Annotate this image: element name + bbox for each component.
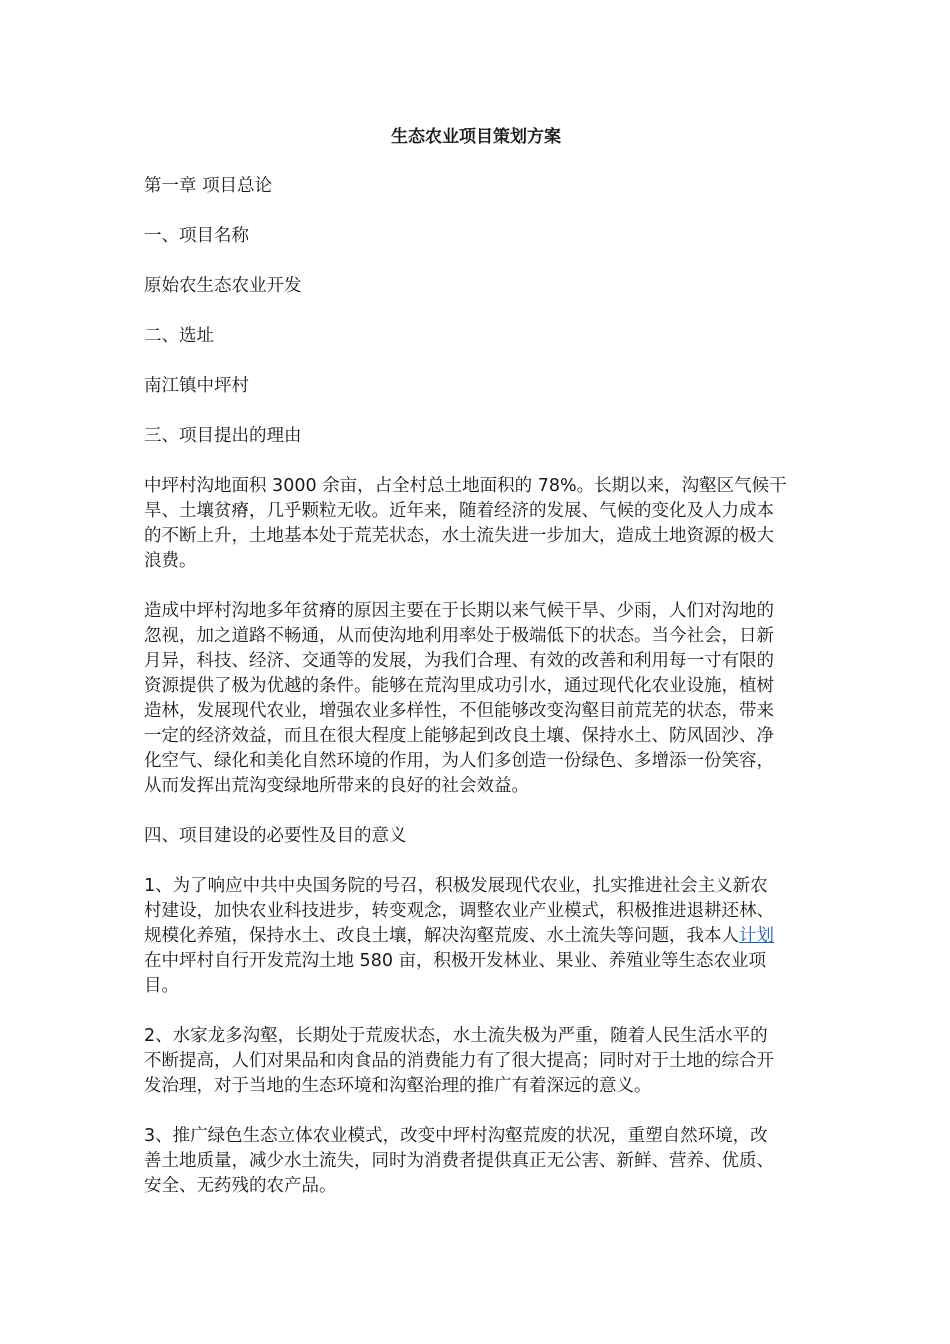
paragraph-line: 安全、无药残的农产品。	[144, 1176, 337, 1196]
section-4-paragraph-1	[144, 874, 808, 999]
section-4-paragraph-3	[144, 1124, 808, 1199]
section-1-body: 原始农生态农业开发	[144, 276, 302, 296]
paragraph-line: 中坪村沟地面积 3000 余亩，占全村总土地面积的 78%。长期以来，沟壑区气候干	[144, 476, 787, 496]
section-3-paragraph-1	[144, 474, 808, 574]
section-1-heading: 一、项目名称	[144, 226, 249, 246]
paragraph-line: 目。	[144, 976, 179, 996]
chapter-heading: 第一章 项目总论	[144, 176, 273, 196]
paragraph-line: 2、水家龙多沟壑，长期处于荒废状态，水土流失极为严重，随着人民生活水平的	[144, 1026, 768, 1046]
paragraph-line: 旱、土壤贫瘠，几乎颗粒无收。近年来，随着经济的发展、气候的变化及人力成本	[144, 501, 774, 521]
section-2-body: 南江镇中坪村	[144, 376, 249, 396]
paragraph-line: 发治理，对于当地的生态环境和沟壑治理的推广有着深远的意义。	[144, 1076, 652, 1096]
paragraph-text: 规模化养殖，保持水土、改良土壤，解决沟壑荒废、水土流失等问题，我本人	[144, 926, 739, 946]
paragraph-line: 资源提供了极为优越的条件。能够在荒沟里成功引水，通过现代化农业设施，植树	[144, 676, 774, 696]
paragraph-line: 造成中坪村沟地多年贫瘠的原因主要在于长期以来气候干旱、少雨，人们对沟地的	[144, 601, 774, 621]
section-4-heading: 四、项目建设的必要性及目的意义	[144, 826, 407, 846]
section-4-paragraph-2	[144, 1024, 808, 1099]
document-page	[144, 124, 808, 1224]
paragraph-line: 的不断上升，土地基本处于荒芜状态，水土流失进一步加大，造成土地资源的极大	[144, 526, 774, 546]
document-title: 生态农业项目策划方案	[391, 127, 561, 147]
paragraph-line: 浪费。	[144, 551, 197, 571]
paragraph-line: 村建设，加快农业科技进步，转变观念，调整农业产业模式，积极推进退耕还林、	[144, 901, 774, 921]
paragraph-line: 3、推广绿色生态立体农业模式，改变中坪村沟壑荒废的状况，重塑自然环境，改	[144, 1126, 768, 1146]
paragraph-line: 1、为了响应中共中央国务院的号召，积极发展现代农业，扎实推进社会主义新农	[144, 876, 768, 896]
paragraph-line: 忽视，加之道路不畅通，从而使沟地利用率处于极端低下的状态。当今社会，日新	[144, 626, 774, 646]
paragraph-line: 从而发挥出荒沟变绿地所带来的良好的社会效益。	[144, 776, 529, 796]
section-3-heading: 三、项目提出的理由	[144, 426, 302, 446]
paragraph-line: 善土地质量，减少水土流失，同时为消费者提供真正无公害、新鲜、营养、优质、	[144, 1151, 774, 1171]
paragraph-line-with-link	[144, 924, 808, 949]
plan-link[interactable]: 计划	[739, 926, 774, 946]
paragraph-line: 月异，科技、经济、交通等的发展，为我们合理、有效的改善和利用每一寸有限的	[144, 651, 774, 671]
paragraph-line: 化空气、绿化和美化自然环境的作用，为人们多创造一份绿色、多增添一份笑容，	[144, 751, 774, 771]
paragraph-line: 一定的经济效益，而且在很大程度上能够起到改良土壤、保持水土、防风固沙、净	[144, 726, 774, 746]
section-2-heading: 二、选址	[144, 326, 214, 346]
paragraph-line: 在中坪村自行开发荒沟土地 580 亩，积极开发林业、果业、养殖业等生态农业项	[144, 951, 767, 971]
paragraph-line: 不断提高，人们对果品和肉食品的消费能力有了很大提高；同时对于土地的综合开	[144, 1051, 774, 1071]
section-3-paragraph-2	[144, 599, 808, 799]
paragraph-line: 造林，发展现代农业，增强农业多样性，不但能够改变沟壑目前荒芜的状态，带来	[144, 701, 774, 721]
